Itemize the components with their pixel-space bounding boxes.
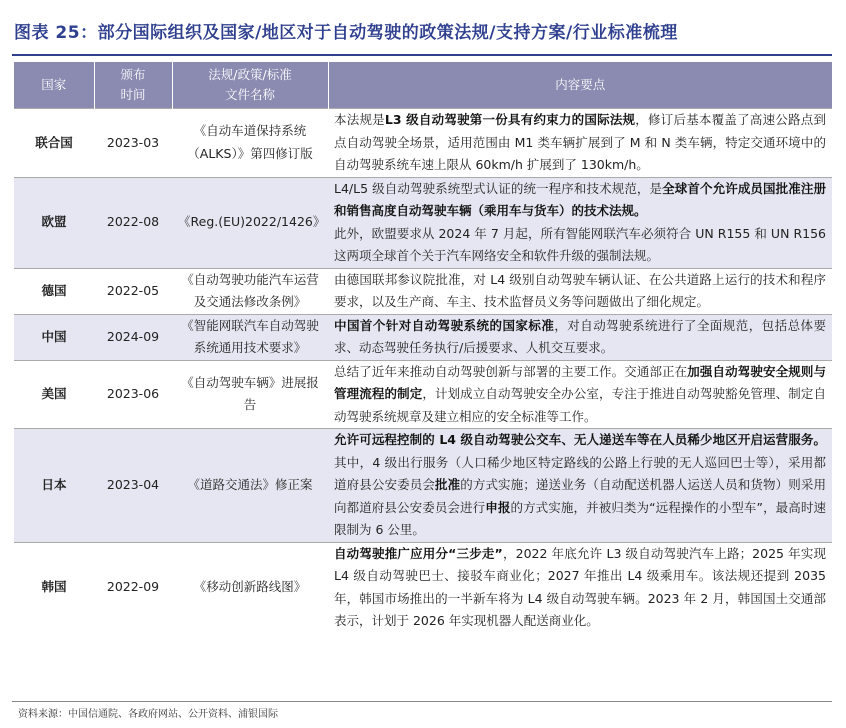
date-cell: 2022-08 bbox=[94, 177, 172, 268]
document-name-cell: 《自动驾驶车辆》进展报告 bbox=[172, 360, 328, 429]
content-text: 总结了近年来推动自动驾驶创新与部署的主要工作。交通部正在 bbox=[334, 363, 688, 379]
date-cell: 2023-06 bbox=[94, 360, 172, 429]
document-name-cell: 《智能网联汽车自动驾驶系统通用技术要求》 bbox=[172, 314, 328, 360]
policy-table bbox=[14, 62, 832, 633]
content-emphasis: 允许可远程控制的 L4 级自动驾驶公交车、无人递送车等在人员稀少地区开启运营服务。 bbox=[334, 432, 826, 447]
date-cell: 2024-09 bbox=[94, 314, 172, 360]
content-emphasis: 自动驾驶推广应用分“三步走” bbox=[334, 545, 503, 561]
content-text: 其中，4 级出行服务（人口稀少地区特定路线的公路上行驶的无人巡回巴士等），采用都道府县公安委员会 bbox=[334, 454, 826, 492]
country-cell: 日本 bbox=[14, 429, 94, 543]
content-text: L4/L5 级自动驾驶系统型式认证的统一程序和技术规范，是 bbox=[334, 180, 663, 196]
content-cell bbox=[328, 542, 832, 633]
source-divider bbox=[12, 701, 832, 702]
document-name-cell: 《移动创新路线图》 bbox=[172, 542, 328, 633]
country-cell: 欧盟 bbox=[14, 177, 94, 268]
content-emphasis: L3 级自动驾驶第一份具有约束力的国际法规 bbox=[384, 112, 636, 127]
content-text: 由德国联邦参议院批准，对 L4 级别自动驾驶车辆认证、在公共道路上运行的技术和程序要求，以及生产商、车主、技术监督员义务等问题做出了细化规定。 bbox=[334, 271, 826, 309]
content-emphasis: 全球首个允许成员国批准注册和销售高度自动驾驶车辆（乘用车与货车）的技术法规。 bbox=[334, 180, 826, 218]
content-cell bbox=[328, 109, 832, 178]
content-emphasis: 批准 bbox=[434, 477, 461, 492]
header-country: 国家 bbox=[14, 62, 94, 109]
date-cell: 2023-04 bbox=[94, 429, 172, 543]
content-cell bbox=[328, 314, 832, 360]
content-cell bbox=[328, 429, 832, 543]
content-text: ，修订后基本覆盖了高速公路点到点自动驾驶全场景，适用范围由 M1 类车辆扩展到了 M 和 N 类车辆，特定交通环境中的自动驾驶系统车速上限从 60km/h 扩展到了 130km/h。 bbox=[334, 112, 826, 172]
content-text: ，对自动驾驶系统进行了全面规范，包括总体要求、动态驾驶任务执行/后援要求、人机交互要求。 bbox=[334, 317, 826, 355]
document-name-cell: 《Reg.(EU)2022/1426》 bbox=[172, 177, 328, 268]
content-text: 本法规是 bbox=[334, 112, 385, 127]
header-document-line1: 法规/政策/标准 bbox=[208, 67, 292, 82]
content-emphasis: 中国首个针对自动驾驶系统的国家标准 bbox=[334, 317, 555, 333]
table-row bbox=[14, 360, 832, 429]
source-note: 资料来源：中国信通院、各政府网站、公开资料、浦银国际 bbox=[18, 709, 278, 720]
document-name-cell: 《自动驾驶功能汽车运营及交通法修改条例》 bbox=[172, 268, 328, 314]
content-cell bbox=[328, 177, 832, 268]
table-row bbox=[14, 268, 832, 314]
document-name-cell: 《自动车道保持系统（ALKS）》第四修订版 bbox=[172, 109, 328, 178]
country-cell: 中国 bbox=[14, 314, 94, 360]
country-cell: 美国 bbox=[14, 360, 94, 429]
header-document bbox=[172, 62, 328, 109]
table-row bbox=[14, 177, 832, 268]
header-date-line1: 颁布 bbox=[120, 67, 146, 82]
date-cell: 2022-09 bbox=[94, 542, 172, 633]
table-header-row bbox=[14, 62, 832, 109]
content-cell bbox=[328, 360, 832, 429]
content-cell bbox=[328, 268, 832, 314]
header-date-line2: 时间 bbox=[120, 87, 146, 102]
content-text: ，计划成立自动驾驶安全办公室，专注于推进自动驾驶豁免管理、制定自动驾驶系统规章及建立相应的安全标准等工作。 bbox=[334, 386, 826, 424]
document-name-cell: 《道路交通法》修正案 bbox=[172, 429, 328, 543]
country-cell: 联合国 bbox=[14, 109, 94, 178]
content-emphasis: 申报 bbox=[485, 499, 511, 515]
title-divider bbox=[12, 54, 832, 56]
figure-title: 图表 25：部分国际组织及国家/地区对于自动驾驶的政策法规/支持方案/行业标准梳理 bbox=[14, 23, 678, 43]
content-text: ，2022 年底允许 L3 级自动驾驶汽车上路；2025 年实现 L4 级自动驾驶巴士、接驳车商业化；2027 年推出 L4 级乘用车。该法规还提到 2035 年，韩国市场推出的一半新车将为 L4 级自动驾驶车辆。2023 年 2 月，韩国国土交通部表示，计划于 2026 年实现机器人配送商业化。 bbox=[334, 545, 826, 628]
country-cell: 韩国 bbox=[14, 542, 94, 633]
table-row bbox=[14, 314, 832, 360]
table-row bbox=[14, 429, 832, 543]
date-cell: 2023-03 bbox=[94, 109, 172, 178]
table-row bbox=[14, 109, 832, 178]
header-date bbox=[94, 62, 172, 109]
header-content: 内容要点 bbox=[328, 62, 832, 109]
content-text: 此外，欧盟要求从 2024 年 7 月起，所有智能网联汽车必须符合 UN R155 和 UN R156 这两项全球首个关于汽车网络安全和软件升级的强制法规。 bbox=[334, 225, 826, 263]
date-cell: 2022-05 bbox=[94, 268, 172, 314]
table-row bbox=[14, 542, 832, 633]
country-cell: 德国 bbox=[14, 268, 94, 314]
header-document-line2: 文件名称 bbox=[224, 87, 275, 102]
content-text: 的方式实施；递送业务（自动配送机器人运送人员和货物）则采用向都道府县公安委员会进行 bbox=[334, 477, 826, 515]
content-text: 的方式实施，并被归类为“远程操作的小型车”，最高时速限制为 6 公里。 bbox=[334, 499, 826, 537]
content-emphasis: 加强自动驾驶安全规则与管理流程的制定 bbox=[334, 363, 826, 401]
